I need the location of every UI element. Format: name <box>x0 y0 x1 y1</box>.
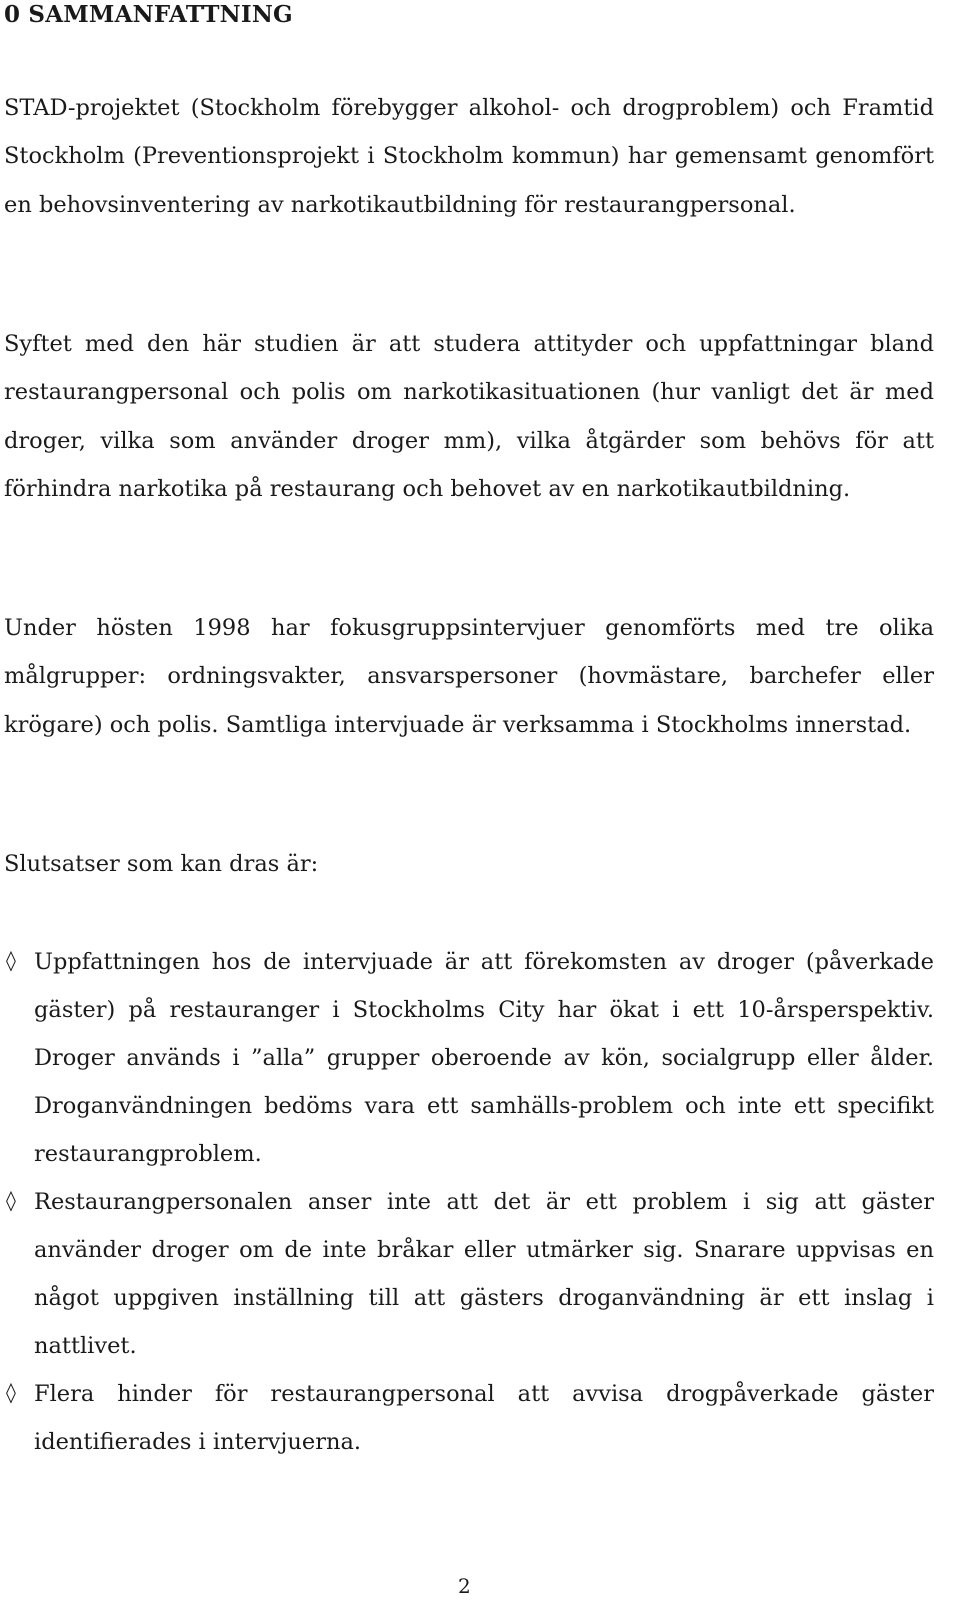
diamond-bullet-icon: ◊ <box>6 1380 16 1404</box>
diamond-bullet-icon: ◊ <box>6 948 16 972</box>
paragraph-conclusions-lead: Slutsatser som kan dras är: <box>4 851 319 877</box>
diamond-bullet-icon: ◊ <box>6 1188 16 1212</box>
list-item <box>4 1178 934 1370</box>
list-item <box>4 938 934 1178</box>
list-item <box>4 1370 934 1466</box>
paragraph-purpose: Syftet med den här studien är att studera attityder och uppfattningar bland restaurangpersonal och polis om narkotikasituationen (hur vanligt det är med droger, vilka som använder droger mm), vilka åtgärder som behövs för att förhindra narkotika på restaurang och behovet av en narkotikautbildning. <box>4 331 934 502</box>
list-item-text: Flera hinder för restaurangpersonal att avvisa drogpåverkade gäster identifierades i intervjuerna. <box>34 1381 934 1455</box>
paragraph-method: Under hösten 1998 har fokusgruppsintervjuer genomförts med tre olika målgrupper: ordningsvakter, ansvarspersoner (hovmästare, barchefer eller krögare) och polis. Samtliga intervjuade är verksamma i Stockholms innerstad. <box>4 615 934 738</box>
list-item-text: Restaurangpersonalen anser inte att det är ett problem i sig att gäster använder droger om de inte bråkar eller utmärker sig. Snarare uppvisas en något uppgiven inställning till att gästers droganvändning är ett inslag i nattlivet. <box>34 1189 934 1359</box>
list-item-text: Uppfattningen hos de intervjuade är att förekomsten av droger (påverkade gäster) på restauranger i Stockholms City har ökat i ett 10-årsperspektiv. Droger används i ”alla” grupper oberoende av kön, socialgrupp eller ålder. Droganvändningen bedöms vara ett samhälls-problem och inte ett specifikt restaurangproblem. <box>34 949 934 1167</box>
paragraph-intro: STAD-projektet (Stockholm förebygger alkohol- och drogproblem) och Framtid Stockholm (Preventionsprojekt i Stockholm kommun) har gemensamt genomfört en behovsinventering av narkotikautbildning för restaurangpersonal. <box>4 95 934 218</box>
page-number: 2 <box>458 1574 471 1598</box>
section-heading: 0 SAMMANFATTNING <box>4 1 293 28</box>
conclusions-list <box>4 938 934 1466</box>
